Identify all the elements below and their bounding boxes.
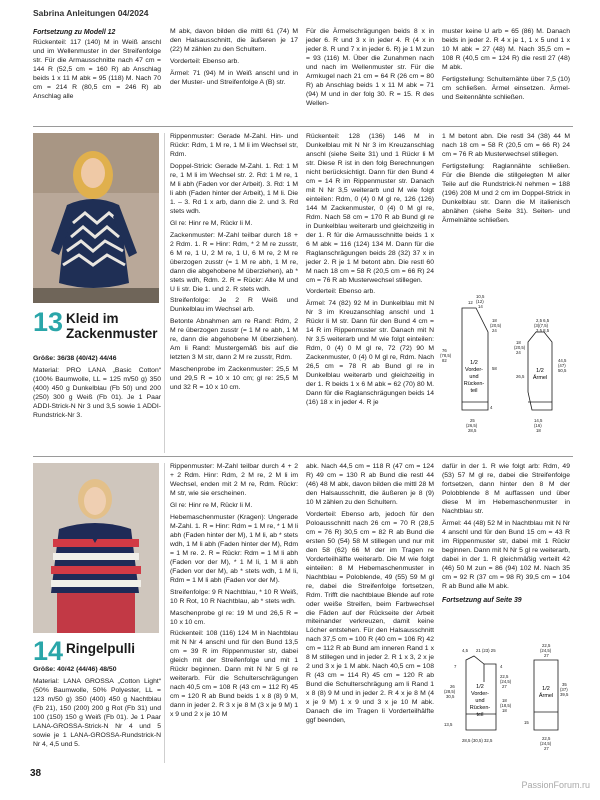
d14-left-1: 7 <box>454 664 457 669</box>
m13-b6: Betonte Abnahmen am re Rand: Rdm, 2 M re überzogen zusstr (= 1 M re abh, 1 M re, dann die abgehobene M überziehen). Am li Rand: Mustergemäß bis auf die letzten 3 M str, dann 2 M re zusstr, Rdm. <box>170 318 298 362</box>
m13-b2: Doppel-Strick: Gerade M-Zahl. 1. Rd: 1 M re, 1 M li im Wechsel str. 2. Rd: 1 M re, 1 M li abh (Faden vor der Arbeit). 3. Rd: 1 M li abh (Faden hinter der Arbeit), 1 M li. Die 1. – 3. Rd 1 x arb, dann die 2. und 3. Rd stets wdh. <box>170 162 298 215</box>
top-text-2b: Vorderteil: Ebenso arb. <box>170 57 240 65</box>
model-13-title: Kleid im Zackenmuster <box>66 311 158 341</box>
d14-top-2: 21 (23) 25 <box>476 648 496 653</box>
d13-band: 4 <box>490 405 493 410</box>
top-column-4 <box>442 28 570 106</box>
m13-c1: Rückenteil: 128 (136) 146 M in Dunkelblau mit N Nr 3 im Kreuzanschlag anschl (siehe Seite 31) und 1 Rückr li M str. Diese R ist in den folg Berechnungen nicht berücksichtigt. Dann für den Bund 4 cm = 14 R im Rippenmuster str. Danach mit N Nr 3,5 weiterarb und M wie folgt einteilen: Rdm, 0 (4) 0 M gl re, 126 (126) 144 M Zackenmuster, 0 (4) 0 M gl re, Rdm. Nach 58 cm = 170 R ab Bund gl re in Dunkelblau weiterarb und gleichzeitig in der 1. R für die Armausschnitte beids 1 x 6 M abk = 116 (124) 134 M. Dann für die Raglanschrägungen beids 28 (32) 37 x in jeder 2. R je 1 M betont abn. Die restl 60 M nach 18 cm = 58 R (20,5 cm = 66 R) 24 cm = 76 R ab Musterwechsel stillegen. <box>306 133 434 284</box>
m14-b4: Streifenfolge: 9 R Nachtblau, * 10 R Weiß, 10 R Rot, 10 R Nachtblau, ab * stets wdh. <box>170 588 298 605</box>
m14-b3: Hebemaschenmuster (Kragen): Ungerade M-Zahl. 1. R = Hinr: Rdm = 1 M re, * 1 M li abh (Faden hinter der M), 1 M li, ab * stets wdh, 1 M li abh (Faden hinter der M), Rdm = 1 M re. 2. R = Rückr: Rdm = 1 M li abh (Faden vor der M), * 1 M li, 1 M li abh (Faden vor der M), ab * stets wdh, 1 M li, Rdm = 1 M li abh (Faden vor der M). <box>170 513 298 584</box>
top-text-2a: M abk, davon bilden die mittl 61 (74) M den Halsausschnitt, die äußeren je 17 (22) M zählen zu den Schultern. <box>170 28 298 53</box>
m13-b1: Rippenmuster: Gerade M-Zahl. Hin- und Rückr: Rdm, 1 M re, 1 M li im Wechsel str, Rdm. <box>170 133 298 158</box>
model-14-number: 14 <box>33 636 64 666</box>
model-14-material: Material: LANA GROSSA „Cotton Light“ (50% Baumwolle, 50% Polyester, LL = 123 m/50 g) 350 (400) 450 g Nachtblau (Fb 21), 150 (200) 200 g Rot (Fb 31) und 100 (150) 150 g Weiß (Fb 01). Je 1 Paar LANA-GROSSA-Strick-N Nr 4 und 5 sowie je 1 LANA-GROSSA-Rundstrick-N Nr 4, 4,5 und 5. <box>33 677 161 748</box>
d14-right-3: 18 (18,5) 18 <box>500 698 512 713</box>
running-header: Sabrina Anleitungen 04/2024 <box>33 8 149 18</box>
top-text-2c: Ärmel: 71 (94) M in Weiß anschl und in der Muster- und Streifenfolge A (B) str. <box>170 69 298 86</box>
m13-d2: Fertigstellung: Raglannähte schließen. Für die Blende die stillgelegten M aller Teile auf die Rundstrick-N nehmen = 188 (196) 208 M und 2 cm im Doppel-Strick in Dunkelblau str. Dann die M italienisch abnähen (siehe Seite 31). Seiten- und Ärmelnähte schließen. <box>442 162 570 224</box>
top-column-1 <box>33 28 161 105</box>
top-text-4b: Fertigstellung: Schulternähte über 7,5 (10) cm schließen. Ärmel einsetzen. Ärmel- und Seitennähte schließen. <box>442 75 570 101</box>
continuation-next: Fortsetzung auf Seite 39 <box>442 596 522 604</box>
d14-sleeve-top: 22,5 (24,5) 27 <box>540 643 552 658</box>
m14-d1: dafür in der 1. R wie folgt arb: Rdm, 49 (53) 57 M gl re, dabei die Streifenfolge fortsetzen, dann hinter den 8 M der Polobblende 8 M auffassen und über diese M im Hebemaschenmuster in Nachtblau str. <box>442 463 570 515</box>
d13-part-label: 1/2 Vorder-und Rücken-teil <box>463 360 485 394</box>
watermark: PassionForum.ru <box>521 780 590 790</box>
column-rule-14 <box>164 463 165 763</box>
d13-bottom: 25 (26,5) 28,5 <box>466 418 478 433</box>
top-column-2 <box>170 28 298 91</box>
model-13-material: Material: PRO LANA „Basic Cotton“ (100% Baumwolle, LL = 125 m/50 g) 350 (400) 450 g Dunkelblau (Fb 50) und 200 (250) 300 g Weiß (Fb 01). Je 1 Paar ADDI-Strick-N Nr 3 und 3,5 sowie 1 ADDI-Rundstrick-Nr 3. <box>33 366 161 419</box>
column-rule-13 <box>164 133 165 453</box>
model-14-column-b <box>170 463 298 723</box>
d13-top-2: 12 <box>468 300 473 305</box>
d13-left-height: 76 (78,5) 82 <box>440 348 452 363</box>
d13-sleeve-height: 18 (20,5) 24 <box>514 340 526 355</box>
m14-b1: Rippenmuster: M-Zahl teilbar durch 4 + 2 + 2 Rdm. Hinr: Rdm, 2 M re, 2 M li im Wechsel, enden mit 2 M re, Rdm. Rückr: M str, wie sie erscheinen. <box>170 463 298 497</box>
page-number: 38 <box>30 768 42 779</box>
model-13-photo <box>33 133 159 303</box>
d14-right-2: 22,5 (24,5) 27 <box>500 674 512 689</box>
d13-right-2: 58 <box>492 366 497 371</box>
d13-sleeve-right: 44,5 (47) 50,5 <box>558 358 567 373</box>
top-column-3 <box>306 28 434 112</box>
model-14-sizes: Größe: 40/42 (44/46) 48/50 <box>33 666 117 673</box>
d14-sleeve-label: 1/2 Ärmel <box>538 686 554 699</box>
top-text-1: Rückenteil: 117 (140) M in Weiß anschl und im Wellenmuster in der Streifenfolge str. Für die Armausschnitte nach 47 cm = 144 R (52,5 cm = 160 R) ab Anschlag beids 1 x 11 M abk = 95 (118) M. Nach 70 cm = 214 R (80,5 cm = 246 R) ab Anschlag alle <box>33 39 161 100</box>
d13-sleeve-label: 1/2 Ärmel <box>532 368 548 381</box>
model-13-column-d <box>442 133 570 229</box>
m13-b7: Maschenprobe im Zackenmuster: 25,5 M und 29,5 R = 10 x 10 cm; gl re: 25,5 M und 32 R = 10 x 10 cm. <box>170 366 298 392</box>
d14-sleeve-bottom: 22,5 (24,5) 27 <box>540 736 552 751</box>
m14-c2: Vorderteil: Ebenso arb, jedoch für den Poloausschnitt nach 26 cm = 70 R (28,5 cm = 76 R) 30,5 cm = 82 R ab Bund die ersten 50 (54) 58 M stillegen und nur mit den 58 (62) 66 M der im Tragen re Vorderteilhälfte weiterarb. Die M wie folgt einteilen: 8 M Hebemaschenmuster in Nachtblau = Poloblende, 49 (55) 59 M gl re, dabei die Streifenfolge fortsetzen, Rdm. Trifft die nachtblaue Blende auf rote oder weiße Streifen, beim Farbwechsel die Fäden auf der Rückseite der Arbeit miteinander verkreuzen, damit keine Löcher entstehen. Für den Halsausschnitt nach 37,5 cm = 100 R (40 cm = 106 R) 42 cm = 112 R ab Bund am inneren Rand 1 x 8 M stillegen und in jeder 2. R 1 x 3, 2 x je 2 und 3 x je 1 M abk. Nach 40,5 cm = 108 R (43 cm = 114 R) 45 cm = 120 R ab Bund die Schulterschrägung am li Rand 1 x 8 (8) 9 M und in jeder 2. R 4 x je 8 M (4 x je 9 M) 1 x 9 und 3 x je 10 M abk. Danach die im Tragen li Vorderteilhälfte ggf beenden, <box>306 510 434 725</box>
m13-d1: 1 M betont abn. Die restl 34 (38) 44 M nach 18 cm = 58 R (20,5 cm = 66 R) 24 cm = 76 R ab Musterwechsel stillegen. <box>442 133 570 158</box>
m14-b2: Gl re: Hinr re M, Rückr li M. <box>170 501 253 509</box>
top-text-4a: muster keine U arb = 65 (86) M. Danach beids in jeder 2. R 4 x je 1, 1 x 5 und 1 x 10 M abk = 27 (48) M. Nach 35,5 cm = 108 R (40,5 cm = 124 R) die restl 27 (48) M abk. <box>442 28 570 71</box>
d14-right-1: 4 <box>500 664 503 669</box>
model-13-number: 13 <box>33 307 64 337</box>
section-divider-2 <box>33 456 573 457</box>
model-13-column-c <box>306 133 434 411</box>
m13-c2: Vorderteil: Ebenso arb. <box>306 288 376 296</box>
d14-left-2: 26 (28,5) 30,5 <box>444 684 456 699</box>
d13-right-1: 18 (20,5) 24 <box>490 318 502 333</box>
m13-b3: Gl re: Hinr re M, Rückr li M. <box>170 219 253 227</box>
m13-c3: Ärmel: 74 (82) 92 M in Dunkelblau mit N Nr 3 im Kreuzanschlag anschl und 1 Rückr li M str. Dann für den Bund 4 cm = 14 R im Rippenmuster str. Danach mit N Nr 3,5 weiterarb und M wie folgt einteilen: Rdm, 0 (4) 0 M gl re, 72 (72) 90 M Zackenmuster, 0 (4) 0 M gl re, Rdm. Nach 26,5 cm = 78 R ab Bund gl re in Dunkelblau weiterarb und gleichzeitig in der 1. R beids 1 x 6 M abk = 62 (70) 80 M. Dann für die Raglanschrägungen beids 14 (16) 18 x in jeder 4. R je <box>306 300 434 407</box>
model-13-sizes: Größe: 36/38 (40/42) 44/46 <box>33 355 117 362</box>
d14-left-3: 13,5 <box>444 722 453 727</box>
model-14-title: Ringelpulli <box>66 641 135 656</box>
m13-b5: Streifenfolge: Je 2 R Weiß und Dunkelblau im Wechsel arb. <box>170 297 298 314</box>
d14-sleeve-right: 35 (37) 39,5 <box>560 682 569 697</box>
model-14-column-d <box>442 463 570 608</box>
d14-bottom: 28,5 (30,5) 32,5 <box>462 738 493 743</box>
d14-part-label: 1/2 Vorder-und Rücken-teil <box>469 684 491 718</box>
model-14-column-c <box>306 463 434 729</box>
model-14-info <box>33 666 161 753</box>
model-14-photo <box>33 463 159 633</box>
section-divider-1 <box>33 126 573 127</box>
model-14-schematic <box>440 642 576 760</box>
m14-c1: abk. Nach 44,5 cm = 118 R (47 cm = 124 R) 49 cm = 130 R ab Bund die restl 44 (46) 48 M abk, davon bilden die mittl 28 M den Halsausschnitt, die äußeren je 8 (9) 10 M zählen zu den Schultern. <box>306 463 434 506</box>
m14-d2: Ärmel: 44 (48) 52 M in Nachtblau mit N Nr 4 anschl und für den Bund 15 cm = 43 R im Rippenmuster str, dabei mit 1 Rückr beginnen. Dann mit N Nr 5 gl re weiterarb, dabei in der 1. R gleichmäßig verteilt 42 (46) 50 M zun = 86 (94) 102 M. Nach 35 cm = 92 R (37 cm = 98 R) 39,5 cm = 104 R ab Bund alle M abk. <box>442 519 570 590</box>
model-13-column-b <box>170 133 298 396</box>
top-text-3: Für die Ärmelschrägungen beids 8 x in jeder 6. R und 3 x in jeder 4. R (4 x in jeder 8. R und 7 x in jeder 6. R) je 1 M zun = 93 (116) M. Über die Zunahmen nach und nach im Wellenmuster str. Für die Armkugel nach 21 cm = 64 R (26 cm = 80 R) ab Anschlag beids 1 x 11 M abk = 71 (94) M und in der folg 30. R = 15. R des Wellen- <box>306 28 434 107</box>
model-13-schematic <box>440 292 576 442</box>
m13-b4: Zackenmuster: M-Zahl teilbar durch 18 + 2 Rdm. 1. R = Hinr: Rdm, * 2 M re zusstr, 6 M re, 1 U, 2 M re, 1 U, 6 M re, 2 M re überzogen zusstr (= 1 M re abh, 1 M re, dann die abgehobene M überziehen), ab * stets wdh, Rdm. 2. R = Rückr: Alle M und U li str. Die 1. und 2. R stets wdh. <box>170 231 298 293</box>
d13-sleeve-mid: 26,5 <box>516 374 525 379</box>
model-13-info <box>33 355 161 424</box>
d13-sleeve-bottom: 14,5 (16) 18 <box>534 418 543 433</box>
d13-sleeve-top: 2,5 6,5 (3)(7,5) 3,5 8,5 <box>534 318 550 333</box>
d13-top-width: 10,5 (12) 14 <box>476 294 485 309</box>
continuation-note: Fortsetzung zu Modell 12 <box>33 29 116 36</box>
d14-top-1: 4,5 <box>462 648 468 653</box>
m14-b5: Maschenprobe gl re: 19 M und 26,5 R = 10 x 10 cm. <box>170 609 298 626</box>
m14-b6: Rückenteil: 108 (116) 124 M in Nachtblau mit N Nr 4 anschl und für den Bund 13,5 cm = 39 R im Rippenmuster str, dabei gleich mit der Streifenfolge und mit 1 Rückr beginnen. Dann mit N Nr 5 gl re weiterarb. Für die Schulterschrägungen nach 40,5 cm = 108 R (43 cm = 112 R) 45 cm = 120 R ab Bund beids 1 x 8 (8) 9 M, dann in jeder 2. R 3 x je 8 M (3 x je 9 M) 1 x 9 und 2 x je 10 M <box>170 630 298 719</box>
d14-sleeve-left: 15 <box>524 720 529 725</box>
